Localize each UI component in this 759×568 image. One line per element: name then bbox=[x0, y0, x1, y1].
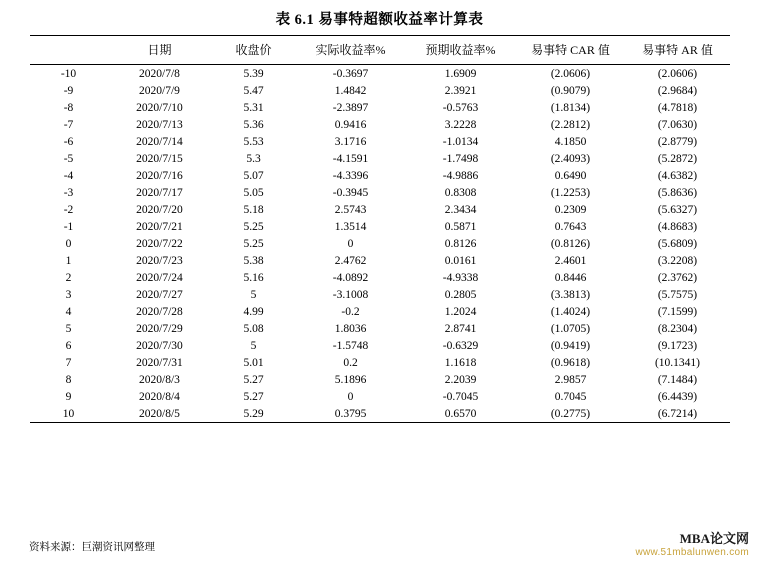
table-row bbox=[30, 150, 730, 167]
cell-ar: (6.4439) bbox=[657, 390, 698, 403]
cell-expected-return: 2.3434 bbox=[444, 203, 477, 216]
cell-date: 2020/7/16 bbox=[136, 169, 183, 182]
cell-close-price: 5.39 bbox=[212, 65, 296, 83]
cell-ar: (5.6327) bbox=[657, 203, 698, 216]
cell-expected-return: -0.5763 bbox=[442, 101, 479, 114]
cell-expected-return: 0.2805 bbox=[444, 288, 477, 301]
watermark bbox=[635, 532, 749, 558]
cell-expected-return: -1.0134 bbox=[442, 135, 479, 148]
cell-close-price: 5.27 bbox=[243, 390, 264, 403]
cell-actual-return: 0.3795 bbox=[296, 405, 406, 423]
cell-car: (0.9079) bbox=[550, 84, 591, 97]
table-row bbox=[30, 201, 730, 218]
cell-date: 2020/7/24 bbox=[136, 271, 183, 284]
cell-ar: (2.3762) bbox=[657, 271, 698, 284]
cell-expected-return: 0.5871 bbox=[444, 220, 477, 233]
cell-date: 2020/7/15 bbox=[136, 152, 183, 165]
table-row bbox=[30, 388, 730, 405]
cell-index: -4 bbox=[63, 169, 74, 182]
cell-close-price: 5.47 bbox=[243, 84, 264, 97]
cell-car: (2.0606) bbox=[516, 65, 626, 83]
table-row bbox=[30, 252, 730, 269]
cell-car: 0.6490 bbox=[554, 169, 587, 182]
cell-index: 7 bbox=[65, 356, 72, 369]
cell-actual-return: 1.4842 bbox=[334, 84, 367, 97]
cell-close-price: 5.29 bbox=[212, 405, 296, 423]
cell-date: 2020/7/23 bbox=[136, 254, 183, 267]
cell-ar: (5.6809) bbox=[657, 237, 698, 250]
cell-date: 2020/8/3 bbox=[139, 373, 180, 386]
table-row bbox=[30, 235, 730, 252]
cell-expected-return: 1.1618 bbox=[444, 356, 477, 369]
table-row bbox=[30, 269, 730, 286]
table-row bbox=[30, 371, 730, 388]
cell-index: 9 bbox=[65, 390, 72, 403]
cell-index: 5 bbox=[65, 322, 72, 335]
cell-car: (2.4093) bbox=[550, 152, 591, 165]
table-header bbox=[30, 36, 730, 65]
cell-car: 2.4601 bbox=[554, 254, 587, 267]
cell-ar: (10.1341) bbox=[654, 356, 701, 369]
column-header-index bbox=[30, 36, 108, 65]
cell-ar: (5.7575) bbox=[657, 288, 698, 301]
cell-actual-return: 0.9416 bbox=[334, 118, 367, 131]
cell-ar: (7.1484) bbox=[657, 373, 698, 386]
cell-date: 2020/7/31 bbox=[136, 356, 183, 369]
cell-ar: (7.0630) bbox=[657, 118, 698, 131]
cell-ar: (4.8683) bbox=[657, 220, 698, 233]
column-header-actual-return: 实际收益率% bbox=[296, 36, 406, 65]
cell-ar: (4.6382) bbox=[657, 169, 698, 182]
page-title: 表 6.1 易事特超额收益率计算表 bbox=[275, 12, 484, 28]
cell-actual-return: 2.5743 bbox=[334, 203, 367, 216]
cell-ar: (4.7818) bbox=[657, 101, 698, 114]
table-row bbox=[30, 405, 730, 423]
cell-actual-return: 1.8036 bbox=[334, 322, 367, 335]
cell-car: (1.8134) bbox=[550, 101, 591, 114]
column-header-date: 日期 bbox=[108, 36, 212, 65]
cell-ar: (6.7214) bbox=[626, 405, 730, 423]
cell-car: 0.7045 bbox=[554, 390, 587, 403]
table-row bbox=[30, 337, 730, 354]
cell-car: (1.4024) bbox=[550, 305, 591, 318]
cell-close-price: 5.16 bbox=[243, 271, 264, 284]
cell-ar: (3.2208) bbox=[657, 254, 698, 267]
cell-close-price: 5.05 bbox=[243, 186, 264, 199]
excess-return-table bbox=[30, 35, 730, 423]
column-header-expected-return: 预期收益率% bbox=[406, 36, 516, 65]
cell-close-price: 5.53 bbox=[243, 135, 264, 148]
cell-ar: (5.8636) bbox=[657, 186, 698, 199]
cell-index: 6 bbox=[65, 339, 72, 352]
cell-close-price: 5.08 bbox=[243, 322, 264, 335]
column-header-car: 易事特 CAR 值 bbox=[516, 36, 626, 65]
cell-expected-return: -4.9886 bbox=[442, 169, 479, 182]
cell-date: 2020/8/4 bbox=[139, 390, 180, 403]
cell-ar: (7.1599) bbox=[657, 305, 698, 318]
cell-close-price: 5.25 bbox=[243, 237, 264, 250]
cell-car: (1.2253) bbox=[550, 186, 591, 199]
cell-ar: (2.0606) bbox=[626, 65, 730, 83]
cell-car: (0.8126) bbox=[550, 237, 591, 250]
table-row bbox=[30, 167, 730, 184]
table-row bbox=[30, 99, 730, 116]
table-row bbox=[30, 218, 730, 235]
cell-index: 8 bbox=[65, 373, 72, 386]
cell-index: 3 bbox=[65, 288, 72, 301]
cell-close-price: 5.36 bbox=[243, 118, 264, 131]
table-row bbox=[30, 303, 730, 320]
table-row bbox=[30, 65, 730, 83]
cell-expected-return: 1.2024 bbox=[444, 305, 477, 318]
cell-index: 10 bbox=[30, 405, 108, 423]
cell-index: -3 bbox=[63, 186, 74, 199]
cell-close-price: 5.07 bbox=[243, 169, 264, 182]
cell-actual-return: -3.1008 bbox=[332, 288, 369, 301]
cell-car: (2.2812) bbox=[550, 118, 591, 131]
table-row bbox=[30, 133, 730, 150]
table-row bbox=[30, 286, 730, 303]
cell-expected-return: 0.8126 bbox=[444, 237, 477, 250]
cell-close-price: 5.27 bbox=[243, 373, 264, 386]
cell-car: 0.8446 bbox=[554, 271, 587, 284]
table-row bbox=[30, 82, 730, 99]
cell-actual-return: 1.3514 bbox=[334, 220, 367, 233]
watermark-url-text: www.51mbalunwen.com bbox=[635, 546, 749, 558]
cell-car: (0.9419) bbox=[550, 339, 591, 352]
cell-index: -10 bbox=[30, 65, 108, 83]
cell-expected-return: 3.2228 bbox=[444, 118, 477, 131]
cell-actual-return: -0.3945 bbox=[332, 186, 369, 199]
cell-actual-return: 2.4762 bbox=[334, 254, 367, 267]
column-header-ar: 易事特 AR 值 bbox=[626, 36, 730, 65]
cell-ar: (8.2304) bbox=[657, 322, 698, 335]
table-header-row bbox=[30, 36, 730, 65]
cell-ar: (5.2872) bbox=[657, 152, 698, 165]
source-note: 资料来源：巨潮资讯网整理 bbox=[29, 542, 155, 553]
cell-car: (1.0705) bbox=[550, 322, 591, 335]
cell-ar: (2.8779) bbox=[657, 135, 698, 148]
cell-close-price: 5.18 bbox=[243, 203, 264, 216]
cell-actual-return: 3.1716 bbox=[334, 135, 367, 148]
cell-date: 2020/7/17 bbox=[136, 186, 183, 199]
cell-close-price: 5.01 bbox=[243, 356, 264, 369]
cell-close-price: 5.38 bbox=[243, 254, 264, 267]
cell-index: -6 bbox=[63, 135, 74, 148]
cell-expected-return: 0.0161 bbox=[444, 254, 477, 267]
cell-date: 2020/7/21 bbox=[136, 220, 183, 233]
cell-expected-return: 2.3921 bbox=[444, 84, 477, 97]
cell-expected-return: -0.6329 bbox=[442, 339, 479, 352]
cell-index: 0 bbox=[65, 237, 72, 250]
cell-date: 2020/7/27 bbox=[136, 288, 183, 301]
cell-date: 2020/7/20 bbox=[136, 203, 183, 216]
cell-date: 2020/7/10 bbox=[136, 101, 183, 114]
cell-date: 2020/7/13 bbox=[136, 118, 183, 131]
cell-index: -8 bbox=[63, 101, 74, 114]
cell-actual-return: -0.3697 bbox=[296, 65, 406, 83]
cell-close-price: 5 bbox=[250, 339, 257, 352]
cell-car: 4.1850 bbox=[554, 135, 587, 148]
table-row bbox=[30, 184, 730, 201]
cell-index: 1 bbox=[65, 254, 72, 267]
cell-expected-return: 0.6570 bbox=[406, 405, 516, 423]
cell-index: 4 bbox=[65, 305, 72, 318]
watermark-main-text: MBA论文网 bbox=[679, 530, 749, 546]
cell-index: -9 bbox=[63, 84, 74, 97]
cell-actual-return: -4.1591 bbox=[332, 152, 369, 165]
cell-index: 2 bbox=[65, 271, 72, 284]
cell-index: -1 bbox=[63, 220, 74, 233]
column-header-close-price: 收盘价 bbox=[212, 36, 296, 65]
cell-actual-return: 0 bbox=[347, 390, 354, 403]
table-row bbox=[30, 116, 730, 133]
cell-actual-return: 5.1896 bbox=[334, 373, 367, 386]
cell-close-price: 5 bbox=[250, 288, 257, 301]
cell-actual-return: 0 bbox=[347, 237, 354, 250]
cell-expected-return: 2.8741 bbox=[444, 322, 477, 335]
cell-date: 2020/7/30 bbox=[136, 339, 183, 352]
cell-car: (0.9618) bbox=[550, 356, 591, 369]
table-row bbox=[30, 354, 730, 371]
cell-actual-return: -4.0892 bbox=[332, 271, 369, 284]
cell-actual-return: -0.2 bbox=[341, 305, 360, 318]
cell-expected-return: -4.9338 bbox=[442, 271, 479, 284]
table-body bbox=[30, 65, 730, 423]
cell-actual-return: -2.3897 bbox=[332, 101, 369, 114]
cell-date: 2020/7/14 bbox=[136, 135, 183, 148]
cell-expected-return: 0.8308 bbox=[444, 186, 477, 199]
cell-car: (0.2775) bbox=[516, 405, 626, 423]
cell-actual-return: -1.5748 bbox=[332, 339, 369, 352]
cell-actual-return: -4.3396 bbox=[332, 169, 369, 182]
cell-index: -2 bbox=[63, 203, 74, 216]
cell-close-price: 5.31 bbox=[243, 101, 264, 114]
cell-ar: (9.1723) bbox=[657, 339, 698, 352]
cell-expected-return: 1.6909 bbox=[406, 65, 516, 83]
cell-close-price: 4.99 bbox=[243, 305, 264, 318]
cell-car: 2.9857 bbox=[554, 373, 587, 386]
cell-expected-return: 2.2039 bbox=[444, 373, 477, 386]
cell-date: 2020/8/5 bbox=[108, 405, 212, 423]
cell-car: 0.2309 bbox=[554, 203, 587, 216]
cell-actual-return: 0.2 bbox=[343, 356, 358, 369]
cell-expected-return: -1.7498 bbox=[442, 152, 479, 165]
cell-close-price: 5.3 bbox=[246, 152, 261, 165]
cell-ar: (2.9684) bbox=[657, 84, 698, 97]
cell-date: 2020/7/29 bbox=[136, 322, 183, 335]
cell-car: 0.7643 bbox=[554, 220, 587, 233]
cell-close-price: 5.25 bbox=[243, 220, 264, 233]
cell-date: 2020/7/9 bbox=[139, 84, 180, 97]
cell-index: -5 bbox=[63, 152, 74, 165]
cell-date: 2020/7/28 bbox=[136, 305, 183, 318]
cell-date: 2020/7/8 bbox=[108, 65, 212, 83]
cell-index: -7 bbox=[63, 118, 74, 131]
cell-expected-return: -0.7045 bbox=[442, 390, 479, 403]
cell-car: (3.3813) bbox=[550, 288, 591, 301]
cell-date: 2020/7/22 bbox=[136, 237, 183, 250]
table-row bbox=[30, 320, 730, 337]
